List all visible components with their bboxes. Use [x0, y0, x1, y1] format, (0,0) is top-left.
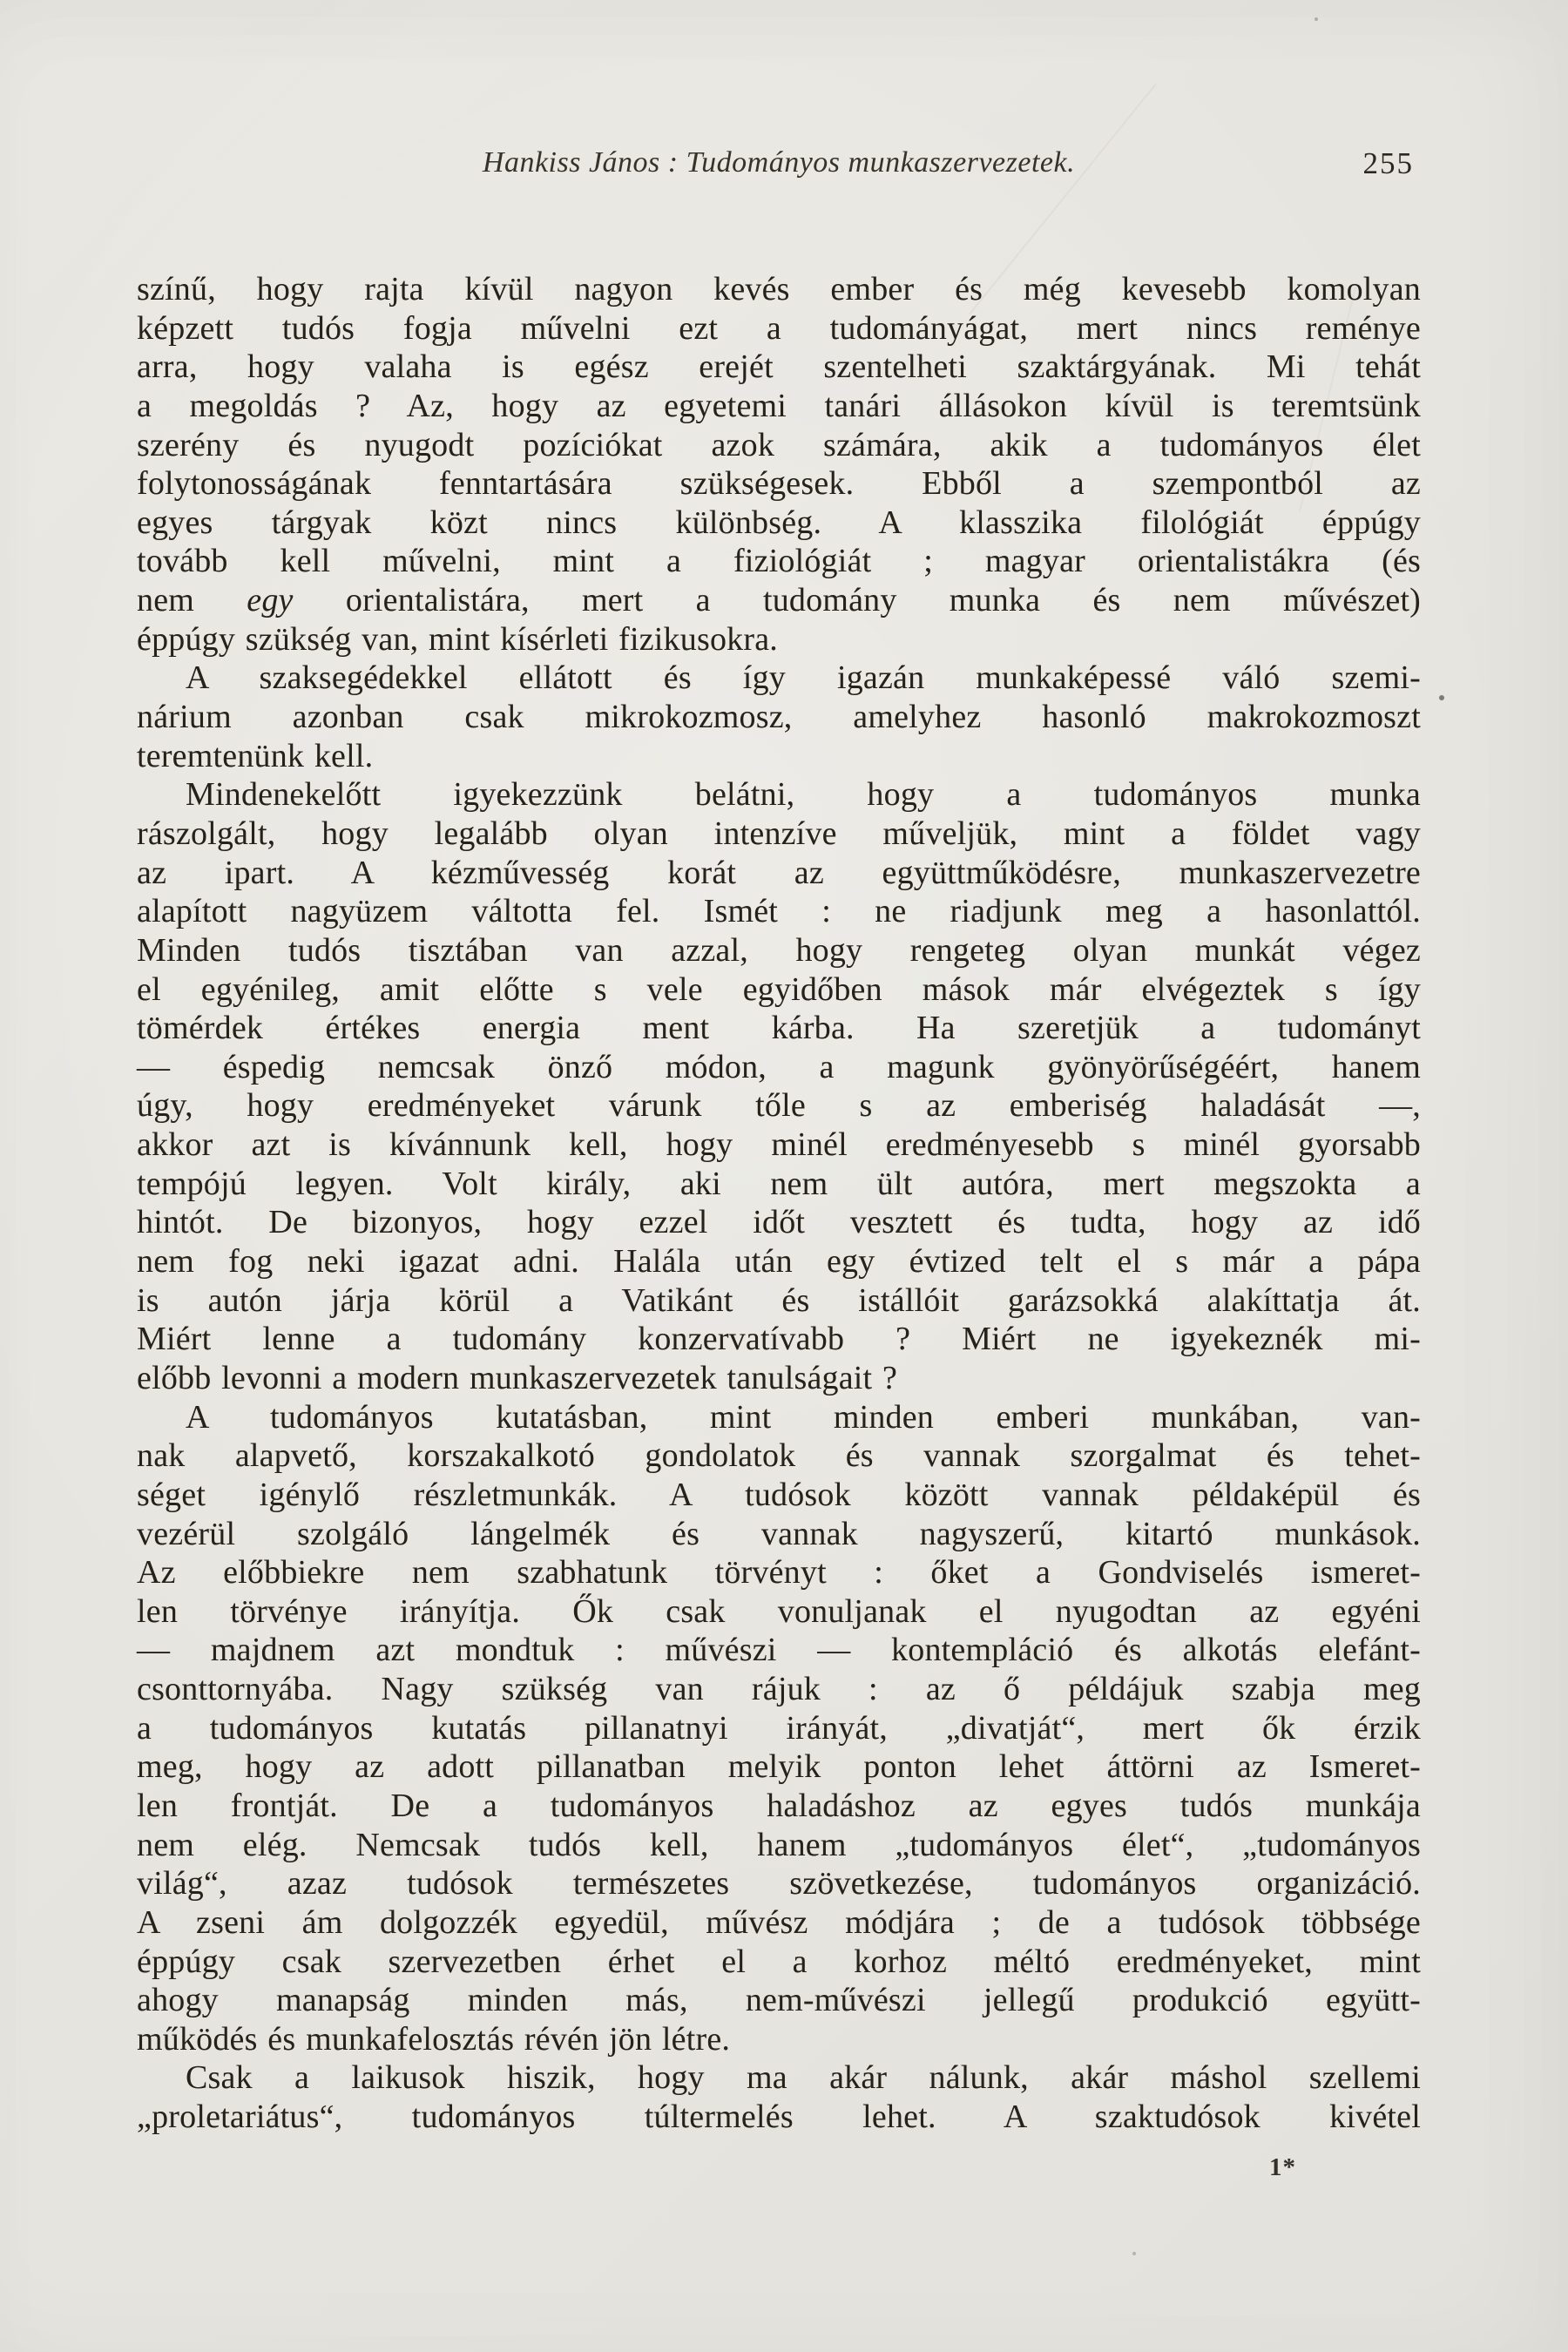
- text-line: szerény és nyugodt pozíciókat azok számára, akik a tudományos élet: [137, 426, 1421, 463]
- text-line: hintót. De bizonyos, hogy ezzel időt vesztett és tudta, hogy az idő: [137, 1204, 1421, 1241]
- text-line: az ipart. A kézművesség korát az együttműködésre, munkaszervezetre: [137, 854, 1421, 891]
- text-line: séget igénylő részletmunkák. A tudósok között vannak példaképül és: [137, 1476, 1421, 1513]
- text-line: ahogy manapság minden más, nem-művészi jellegű produkció együtt-: [137, 1982, 1421, 2019]
- text-line: A tudományos kutatásban, mint minden emberi munkában, van-: [186, 1398, 1421, 1436]
- body-text: [137, 270, 1421, 2137]
- text-line: teremtenünk kell.: [137, 737, 374, 774]
- text-line: Mindenekelőtt igyekezzünk belátni, hogy a tudományos munka: [186, 776, 1421, 814]
- text-line: [137, 581, 1421, 620]
- paragraph: [137, 659, 1421, 775]
- text-line: csonttornyába. Nagy szükség van rájuk : az ő példájuk szabja meg: [137, 1671, 1421, 1708]
- text-line: működés és munkafelosztás révén jön létre.: [137, 2020, 731, 2058]
- text-line: úgy, hogy eredményeket várunk tőle s az emberiség haladását —,: [137, 1087, 1421, 1125]
- text-line: előbb levonni a modern munkaszervezetek tanulságait ?: [137, 1359, 898, 1396]
- text-segment: nem: [137, 582, 247, 619]
- paragraph: [137, 2058, 1421, 2136]
- text-line: Miért lenne a tudomány konzervatívabb ? Miért ne igyekeznék mi-: [137, 1321, 1421, 1358]
- text-line: el egyénileg, amit előtte s vele egyidőben mások már elvégeztek s így: [137, 970, 1421, 1008]
- scan-speck: [1315, 17, 1318, 21]
- text-line: len törvénye irányítja. Ők csak vonuljanak el nyugodtan az egyéni: [137, 1592, 1421, 1630]
- text-line: rászolgált, hogy legalább olyan intenzíve műveljük, mint a földet vagy: [137, 814, 1421, 852]
- text-line: nak alapvető, korszakalkotó gondolatok és vannak szorgalmat és tehet-: [137, 1437, 1421, 1475]
- text-line: folytonosságának fenntartására szükségesek. Ebből a szempontból az: [137, 465, 1421, 503]
- text-line: Csak a laikusok hiszik, hogy ma akár nálunk, akár máshol szellemi: [186, 2059, 1421, 2097]
- paragraph: [137, 775, 1421, 1397]
- text-line: a tudományos kutatás pillanatnyi irányát, „divatját“, mert ők érzik: [137, 1709, 1421, 1747]
- text-line: „proletariátus“, tudományos túltermelés lehet. A szaktudósok kivétel: [137, 2099, 1421, 2136]
- text-line: — majdnem azt mondtuk : művészi — kontempláció és alkotás elefánt-: [137, 1632, 1421, 1669]
- text-line: képzett tudós fogja művelni ezt a tudományágat, mert nincs reménye: [137, 309, 1421, 347]
- text-line: — éspedig nemcsak önző módon, a magunk gyönyörűségéért, hanem: [137, 1048, 1421, 1085]
- text-line: len frontját. De a tudományos haladáshoz az egyes tudós munkája: [137, 1787, 1421, 1824]
- scan-speck: [1132, 2252, 1136, 2255]
- text-segment: orientalistára, mert a tudomány munka és nem művészet): [293, 582, 1421, 619]
- text-line: színű, hogy rajta kívül nagyon kevés ember és még kevesebb komolyan: [137, 271, 1421, 308]
- text-line: Minden tudós tisztában van azzal, hogy rengeteg olyan munkát végez: [137, 931, 1421, 969]
- text-line: is autón járja körül a Vatikánt és istállóit garázsokká alakíttatja át.: [137, 1281, 1421, 1319]
- text-line: meg, hogy az adott pillanatban melyik ponton lehet áttörni az Ismeret-: [137, 1748, 1421, 1786]
- text-line: tempójú legyen. Volt király, aki nem ült autóra, mert megszokta a: [137, 1165, 1421, 1202]
- text-line: akkor azt is kívánnunk kell, hogy minél eredményesebb s minél gyorsabb: [137, 1126, 1421, 1164]
- page-header: [137, 146, 1421, 185]
- text-line: nem elég. Nemcsak tudós kell, hanem „tudományos élet“, „tudományos: [137, 1826, 1421, 1863]
- text-line: Az előbbiekre nem szabhatunk törvényt : őket a Gondviselés ismeret-: [137, 1554, 1421, 1592]
- text-line: világ“, azaz tudósok természetes szövetkezése, tudományos organizáció.: [137, 1865, 1421, 1903]
- page-number: 255: [1362, 146, 1414, 180]
- text-line: vezérül szolgáló lángelmék és vannak nagyszerű, kitartó munkások.: [137, 1515, 1421, 1552]
- text-line: A zseni ám dolgozzék egyedül, művész módjára ; de a tudósok többsége: [137, 1903, 1421, 1941]
- text-line: arra, hogy valaha is egész erejét szentelheti szaktárgyának. Mi tehát: [137, 348, 1421, 386]
- text-line: A szaksegédekkel ellátott és így igazán munkaképessé váló szemi-: [186, 659, 1421, 697]
- text-line: éppúgy szükség van, mint kísérleti fizikusokra.: [137, 620, 778, 658]
- text-line: a megoldás ? Az, hogy az egyetemi tanári állásokon kívül is teremtsünk: [137, 387, 1421, 424]
- text-line: tömérdek értékes energia ment kárba. Ha szeretjük a tudományt: [137, 1010, 1421, 1047]
- text-line: alapított nagyüzem váltotta fel. Ismét : ne riadjunk meg a hasonlattól.: [137, 893, 1421, 930]
- text-line: tovább kell művelni, mint a fiziológiát ; magyar orientalistákra (és: [137, 543, 1421, 580]
- text-line: éppúgy csak szervezetben érhet el a korhoz méltó eredményeket, mint: [137, 1943, 1421, 1980]
- running-title: Hankiss János : Tudományos munkaszervezetek.: [482, 146, 1076, 179]
- signature-mark: 1*: [1269, 2153, 1296, 2181]
- italic-word: egy: [247, 582, 294, 619]
- scan-speck: [1439, 695, 1444, 700]
- paragraph: [137, 1398, 1421, 2059]
- text-line: egyes tárgyak közt nincs különbség. A klasszika filológiát éppúgy: [137, 504, 1421, 541]
- text-line: nem fog neki igazat adni. Halála után egy évtized telt el s már a pápa: [137, 1243, 1421, 1281]
- paragraph: [137, 270, 1421, 659]
- text-line: nárium azonban csak mikrokozmosz, amelyhez hasonló makrokozmoszt: [137, 699, 1421, 736]
